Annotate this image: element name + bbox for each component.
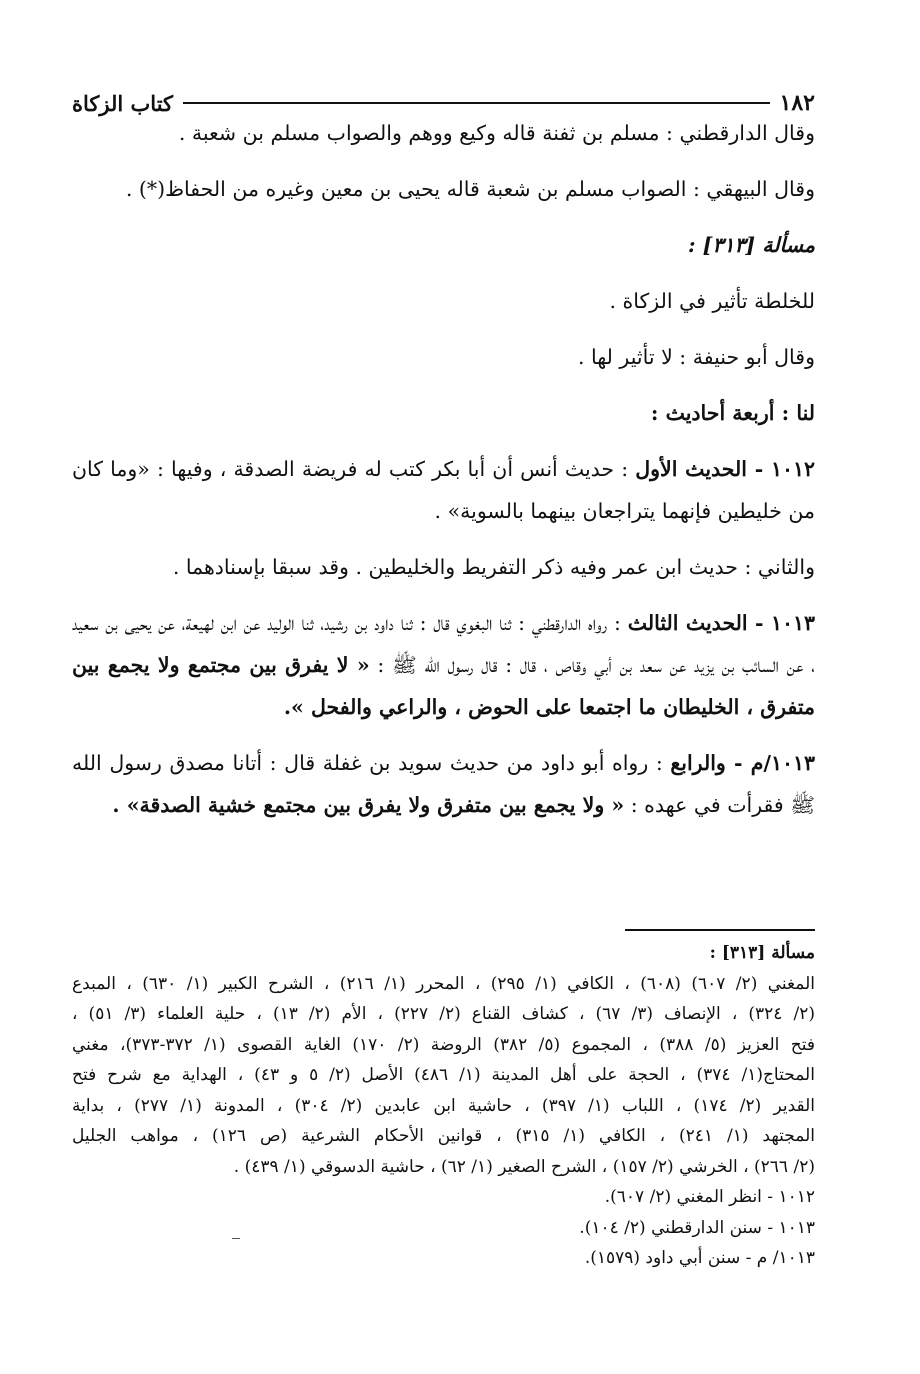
footnote-1013m: ١٠١٣/ م - سنن أبي داود (١٥٧٩). xyxy=(584,1248,815,1268)
footnote-masala-ref: مسألة [٣١٣] : xyxy=(709,943,815,963)
hadith-1013m xyxy=(72,742,815,826)
hadith-1012-label: ١٠١٢ - الحديث الأول xyxy=(635,457,815,481)
paragraph-lana: لنا : أربعة أحاديث : xyxy=(650,401,815,425)
header-rule xyxy=(183,102,770,104)
hadith-1012-text: : حديث أنس أن أبا بكر كتب له فريضة الصدقة ، وفيها : xyxy=(156,457,629,481)
hadith-1013-label: ١٠١٣ - الحديث الثالث xyxy=(627,611,815,635)
footnotes xyxy=(72,938,815,1274)
footnote-source-line: القدير (٢/ ١٧٤) ، اللباب (١/ ٣٩٧) ، حاشية ابن عابدين (٢/ ٣٠٤) ، المدونة (١/ ٢٧٧) ، بداية xyxy=(72,1095,816,1116)
main-text xyxy=(72,112,815,826)
footnote-source-line: فتح العزيز (٥/ ٣٨٨) ، المجموع (٥/ ٣٨٢) الروضة (٢/ ١٧٠) الغاية القصوى (١/ ٣٧٢-٣٧٣)، مغني xyxy=(72,1034,816,1055)
footnote-source-line: المغني (٢/ ٦٠٧) (٦٠٨) ، الكافي (١/ ٢٩٥) ، المحرر (١/ ٢١٦) ، الشرح الكبير (١/ ٦٣٠) ، المبدع xyxy=(72,973,815,994)
paragraph-khulta: للخلطة تأثير في الزكاة . xyxy=(609,289,815,313)
book-title: كتاب الزكاة xyxy=(72,90,174,116)
hadith-1013m-quote: « ولا يجمع بين متفرق ولا يفرق بين مجتمع خشية الصدقة» . xyxy=(112,793,625,817)
paragraph-abu-hanifa: وقال أبو حنيفة : لا تأثير لها . xyxy=(577,345,815,369)
paragraph-second-hadith: والثاني : حديث ابن عمر وفيه ذكر التفريط والخليطين . وقد سبقا بإسنادهما . xyxy=(172,555,815,579)
footnote-source-line: المحتاج(١/ ٣٧٤) ، الحجة على أهل المدينة (١/ ٤٨٦) الأصل (٢/ ٥ و ٤٣) ، الهداية مع شرح فتح xyxy=(72,1065,815,1085)
hadith-1013m-text: : رواه أبو داود من حديث سويد بن غفلة قال : أتانا مصدق رسول الله ﷺ فقرأت في عهده : xyxy=(72,751,815,817)
masala-heading: مسألة [٣١٣] : xyxy=(687,233,815,257)
hadith-1012 xyxy=(72,448,815,532)
hadith-1012-quote: «وما كان من خليطين فإنهما يتراجعان بينهما بالسوية» . xyxy=(72,457,815,523)
hadith-1013-text: : رواه الدارقطني : ثنا البغوي قال : ثنا داود بن رشيد، ثنا الوليد عن ابن لهيعة، عن يحيى بن سعيد ، عن السائب بن يزيد عن سعد بن أبي وقاص ، قال : قال رسول الله ﷺ : xyxy=(72,611,815,677)
hadith-1013-quote: « لا يفرق بين مجتمع ولا يجمع بين متفرق ، الخليطان ما اجتمعا على الحوض ، والراعي والفحل ». xyxy=(72,653,815,719)
footnote-source-line: (٢/ ٣٢٤) ، الإنصاف (٣/ ٦٧) ، كشاف القناع (٢/ ٢٢٧) ، الأم (٢/ ١٣) ، حلية العلماء (٣/ ٥١) ، xyxy=(72,1004,816,1024)
footnote-masala-sources xyxy=(72,969,815,1183)
page-number: ١٨٢ xyxy=(779,90,815,116)
hadith-1013m-label: ١٠١٣/م - والرابع xyxy=(670,751,815,775)
footnote-separator xyxy=(625,929,815,931)
footnote-1012: ١٠١٢ - انظر المغني (٢/ ٦٠٧). xyxy=(604,1187,815,1207)
footnote-source-line: المجتهد (١/ ٢٤١) ، الكافي (١/ ٣١٥) ، قوانين الأحكام الشرعية (ص ١٢٦) ، مواهب الجليل xyxy=(72,1126,816,1146)
paragraph-bayhaqi: وقال البيهقي : الصواب مسلم بن شعبة قاله يحيى بن معين وغيره من الحفاظ(*) . xyxy=(125,177,815,201)
stray-mark xyxy=(232,1238,240,1239)
paragraph-daraqutni: وقال الدارقطني : مسلم بن ثفنة قاله وكيع ووهم والصواب مسلم بن شعبة . xyxy=(178,121,815,145)
hadith-1013 xyxy=(72,602,815,728)
footnote-source-line: (٢/ ٢٦٦) ، الخرشي (٢/ ١٥٧) ، الشرح الصغير (١/ ٦٢) ، حاشية الدسوقي (١/ ٤٣٩) . xyxy=(233,1156,815,1177)
footnote-1013: ١٠١٣ - سنن الدارقطني (٢/ ١٠٤). xyxy=(579,1217,815,1238)
